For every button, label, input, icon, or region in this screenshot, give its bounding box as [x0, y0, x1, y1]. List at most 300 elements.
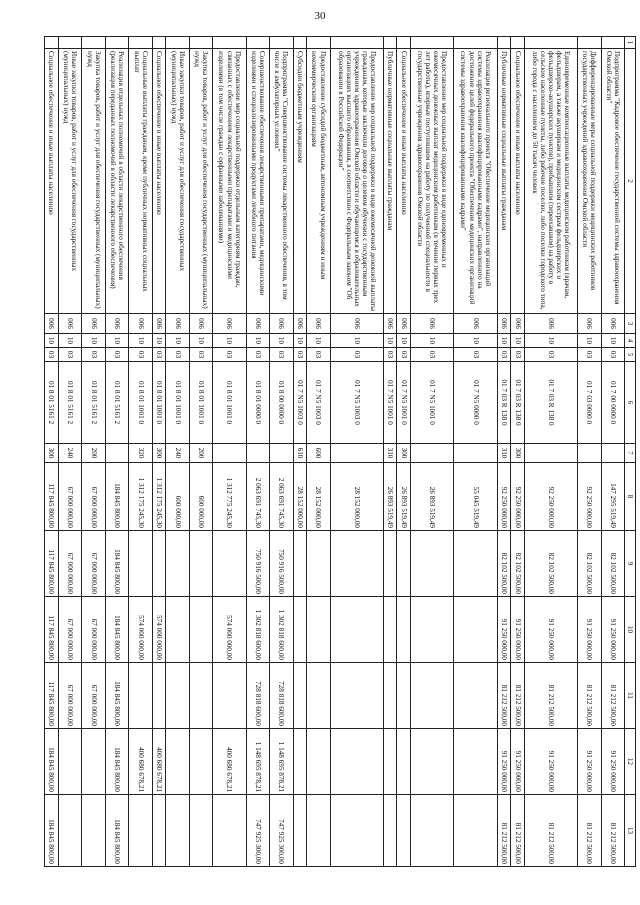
row-value-12	[58, 729, 81, 795]
table-row	[213, 37, 246, 867]
row-code-5: 03	[397, 348, 411, 362]
row-value-11	[166, 663, 189, 729]
row-value-10: 574 000 000,00	[152, 597, 166, 663]
row-value-11	[189, 663, 212, 729]
row-value-10: 91 250 000,00	[497, 597, 511, 663]
row-value-9	[411, 531, 454, 597]
row-code-7: 300	[45, 444, 59, 463]
row-value-10: 184 845 800,00	[105, 597, 128, 663]
row-value-12	[330, 729, 383, 795]
row-value-9: 82 102 500,00	[524, 531, 577, 597]
row-value-10	[293, 597, 307, 663]
row-value-10: 91 250 000,00	[601, 597, 624, 663]
row-description: Социальное обеспечение и иные выплаты населению	[511, 49, 525, 314]
row-value-13	[293, 795, 307, 867]
row-value-8: 92 250 000,00	[511, 463, 525, 531]
column-header: 3	[625, 314, 636, 334]
row-code-3: 006	[411, 314, 454, 334]
row-code-4: 10	[270, 334, 293, 348]
row-marker	[58, 37, 81, 49]
row-code-4: 10	[397, 334, 411, 348]
row-description: Реализация отдельных полномочий в области лекарственного обеспечения (реализация переданных полномочий в области лекарственного обеспечения)	[105, 49, 128, 314]
row-code-6: 01 8 01 1001 0	[213, 362, 246, 444]
row-value-13	[152, 795, 166, 867]
row-code-3: 006	[82, 314, 105, 334]
row-code-3: 006	[524, 314, 577, 334]
row-value-13: 81 212 500,00	[511, 795, 525, 867]
row-code-3: 006	[383, 314, 397, 334]
row-value-13: 81 212 500,00	[578, 795, 601, 867]
row-value-10	[189, 597, 212, 663]
row-code-3: 006	[213, 314, 246, 334]
row-code-6: 01 7 00 0000 0	[601, 362, 624, 444]
column-header: 12	[625, 729, 636, 795]
row-code-7	[246, 444, 269, 463]
row-code-6: 01 7 N5 0000 0	[454, 362, 497, 444]
row-value-11	[129, 663, 152, 729]
row-value-11	[397, 663, 411, 729]
row-code-4: 10	[293, 334, 307, 348]
row-value-10: 91 250 000,00	[524, 597, 577, 663]
row-value-11: 81 212 500,00	[601, 663, 624, 729]
row-description: Социальное обеспечение и иные выплаты населению	[152, 49, 166, 314]
row-code-6: 01 8 01 0000 0	[246, 362, 269, 444]
row-code-3: 006	[129, 314, 152, 334]
row-value-12: 400 680 678,21	[129, 729, 152, 795]
row-code-4: 10	[166, 334, 189, 348]
row-value-10: 67 000 000,00	[82, 597, 105, 663]
row-value-11	[213, 663, 246, 729]
row-value-13	[166, 795, 189, 867]
column-header: 5	[625, 348, 636, 362]
row-value-10: 574 000 000,00	[129, 597, 152, 663]
row-code-4: 10	[189, 334, 212, 348]
row-code-3: 006	[307, 314, 330, 334]
table-row	[411, 37, 454, 867]
row-value-12: 91 250 000,00	[578, 729, 601, 795]
row-code-6: 01 7 03 R 138 0	[497, 362, 511, 444]
row-value-12: 400 680 678,21	[213, 729, 246, 795]
row-value-13	[330, 795, 383, 867]
row-code-6: 01 7 N5 1003 0	[293, 362, 307, 444]
column-header: 10	[625, 597, 636, 663]
row-code-6: 01 7 N5 1003 0	[307, 362, 330, 444]
row-code-7	[213, 444, 246, 463]
row-marker	[454, 37, 497, 49]
row-marker	[105, 37, 128, 49]
row-value-13	[307, 795, 330, 867]
row-code-6: 01 8 01 1001 0	[129, 362, 152, 444]
row-value-9: 82 102 500,00	[601, 531, 624, 597]
row-value-12: 184 845 800,00	[105, 729, 128, 795]
row-description: Реализация регионального проекта "Обеспечение медицинских организаций системы здравоохранения квалифицированными кадрами", направленного на достижение целей федерального проекта "Обеспечение медицинских организаций системы здравоохранения квалифицированными кадрами"	[454, 49, 497, 314]
row-marker	[246, 37, 269, 49]
row-value-9	[307, 531, 330, 597]
row-code-7	[578, 444, 601, 463]
row-code-5: 03	[189, 348, 212, 362]
row-marker	[524, 37, 577, 49]
table-row	[454, 37, 497, 867]
row-value-8: 147 295 519,49	[601, 463, 624, 531]
table-row	[166, 37, 189, 867]
row-value-13: 81 212 500,00	[497, 795, 511, 867]
row-code-3: 006	[105, 314, 128, 334]
table-row	[152, 37, 166, 867]
table-body	[45, 37, 625, 867]
column-header: 1	[625, 37, 636, 49]
row-description: Подпрограмма "Совершенствование системы лекарственного обеспечения, в том числе в амбулаторных условиях"	[270, 49, 293, 314]
row-marker	[293, 37, 307, 49]
row-code-3: 006	[293, 314, 307, 334]
table-row	[497, 37, 511, 867]
row-value-9	[152, 531, 166, 597]
row-value-8: 2 063 691 745,30	[270, 463, 293, 531]
row-value-13	[397, 795, 411, 867]
row-value-8: 26 893 519,49	[397, 463, 411, 531]
row-value-9: 67 000 000,00	[82, 531, 105, 597]
row-value-10	[383, 597, 397, 663]
row-description: Иные закупки товаров, работ и услуг для обеспечения государственных (муниципальных) нужд	[166, 49, 189, 314]
row-description: Подпрограмма "Кадровое обеспечение государственной системы здравоохранения Омской области"	[601, 49, 624, 314]
row-value-12	[293, 729, 307, 795]
row-value-13	[454, 795, 497, 867]
row-value-12: 91 250 000,00	[511, 729, 525, 795]
row-code-5: 03	[105, 348, 128, 362]
row-value-8: 26 893 519,49	[411, 463, 454, 531]
row-code-6: 01 8 01 1001 0	[189, 362, 212, 444]
row-value-12	[411, 729, 454, 795]
row-description: Социальное обеспечение и иные выплаты населению	[397, 49, 411, 314]
row-code-4: 10	[45, 334, 59, 348]
row-code-3: 006	[497, 314, 511, 334]
row-code-7: 240	[58, 444, 81, 463]
table-row	[330, 37, 383, 867]
row-value-8: 55 045 519,49	[454, 463, 497, 531]
row-value-13	[383, 795, 397, 867]
row-value-9	[293, 531, 307, 597]
row-value-12: 400 680 678,21	[152, 729, 166, 795]
table-row	[129, 37, 152, 867]
row-value-12: 91 250 000,00	[497, 729, 511, 795]
row-code-3: 006	[330, 314, 383, 334]
row-code-6: 01 7 03 0000 0	[578, 362, 601, 444]
table-row	[578, 37, 601, 867]
rotated-page	[44, 36, 636, 866]
row-value-12	[454, 729, 497, 795]
row-code-5: 03	[246, 348, 269, 362]
row-code-6: 01 8 01 5161 2	[82, 362, 105, 444]
row-value-10	[166, 597, 189, 663]
row-code-5: 03	[213, 348, 246, 362]
row-value-12	[189, 729, 212, 795]
row-marker	[82, 37, 105, 49]
row-description: Предоставление мер социальной поддержки в виде единовременных и ежемесячных денежных выплат медицинским работникам (в течение первых трех лет работы), впервые поступившим на работу по полученной специальности в государственные учреждения здравоохранения Омской области	[411, 49, 454, 314]
row-code-6: 01 7 N5 1001 0	[397, 362, 411, 444]
row-code-5: 03	[129, 348, 152, 362]
row-value-12: 184 845 800,00	[45, 729, 59, 795]
row-code-3: 006	[58, 314, 81, 334]
row-value-12: 91 250 000,00	[601, 729, 624, 795]
row-code-5: 03	[58, 348, 81, 362]
row-code-4: 10	[82, 334, 105, 348]
row-code-7	[411, 444, 454, 463]
budget-table	[44, 36, 636, 867]
row-value-8: 117 845 800,00	[45, 463, 59, 531]
row-description: Единовременные компенсационные выплаты медицинским работникам (врачам, фельдшерам, а также акушеркам и медицинским сестрам фельдшерских и фельдшерско-акушерских пунктов), прибывшим (переехавшим) на работу в сельские населенные пункты, либо рабочие поселки, либо поселки городского типа, либо города с населением до 50 тысяч человек	[524, 49, 577, 314]
row-marker	[511, 37, 525, 49]
row-code-7: 300	[397, 444, 411, 463]
table-row	[82, 37, 105, 867]
row-value-9: 184 845 800,00	[105, 531, 128, 597]
row-marker	[411, 37, 454, 49]
row-marker	[578, 37, 601, 49]
row-code-4: 10	[578, 334, 601, 348]
row-description: Субсидии бюджетным учреждениям	[293, 49, 307, 314]
row-value-8: 28 152 000,00	[293, 463, 307, 531]
page-number: 30	[314, 10, 326, 22]
row-code-7: 310	[383, 444, 397, 463]
row-value-13: 747 925 300,00	[246, 795, 269, 867]
row-value-8: 92 250 000,00	[524, 463, 577, 531]
column-header: 6	[625, 362, 636, 444]
row-code-4: 10	[497, 334, 511, 348]
row-code-5: 03	[270, 348, 293, 362]
row-code-7: 200	[82, 444, 105, 463]
row-code-6: 01 7 N5 1001 0	[383, 362, 397, 444]
row-code-5: 03	[383, 348, 397, 362]
row-value-11	[454, 663, 497, 729]
row-value-9	[383, 531, 397, 597]
row-code-7: 200	[189, 444, 212, 463]
row-code-4: 10	[601, 334, 624, 348]
table-row	[524, 37, 577, 867]
row-value-13	[58, 795, 81, 867]
row-value-11: 81 212 500,00	[511, 663, 525, 729]
row-value-12	[397, 729, 411, 795]
row-description: Социальное обеспечение и иные выплаты населению	[45, 49, 59, 314]
column-header: 13	[625, 795, 636, 867]
row-marker	[497, 37, 511, 49]
row-value-8: 67 000 000,00	[82, 463, 105, 531]
row-code-6: 01 8 01 5161 2	[58, 362, 81, 444]
table-row	[383, 37, 397, 867]
row-marker	[383, 37, 397, 49]
row-code-5: 03	[152, 348, 166, 362]
table-row	[307, 37, 330, 867]
row-value-11	[152, 663, 166, 729]
row-code-7	[454, 444, 497, 463]
row-code-7	[524, 444, 577, 463]
row-value-8: 600 000,00	[189, 463, 212, 531]
header-row	[625, 37, 636, 867]
row-description: Предоставление мер социальной поддержки отдельным категориям граждан, связанных с обеспечением лекарственными препаратами и медицинскими изделиями (в том числе граждан с орфанными заболеваниями)	[213, 49, 246, 314]
row-code-7: 240	[166, 444, 189, 463]
row-value-8: 1 312 175 245,30	[152, 463, 166, 531]
row-value-10: 1 302 818 600,00	[270, 597, 293, 663]
row-code-5: 03	[293, 348, 307, 362]
row-code-4: 10	[454, 334, 497, 348]
table-row	[105, 37, 128, 867]
row-code-3: 006	[511, 314, 525, 334]
row-description: Закупка товаров, работ и услуг для обеспечения государственных (муниципальных) нужд	[82, 49, 105, 314]
row-code-5: 03	[166, 348, 189, 362]
row-value-11: 81 212 500,00	[524, 663, 577, 729]
row-code-4: 10	[129, 334, 152, 348]
row-value-10	[411, 597, 454, 663]
row-value-13: 747 925 300,00	[270, 795, 293, 867]
row-code-7	[330, 444, 383, 463]
row-value-8: 1 312 175 245,30	[129, 463, 152, 531]
table-row	[293, 37, 307, 867]
row-value-9	[129, 531, 152, 597]
table-row	[601, 37, 624, 867]
row-value-10: 117 845 800,00	[45, 597, 59, 663]
row-code-5: 03	[45, 348, 59, 362]
column-header: 9	[625, 531, 636, 597]
row-value-11: 184 845 800,00	[105, 663, 128, 729]
row-value-9: 82 102 500,00	[578, 531, 601, 597]
row-code-6: 01 7 N5 1003 0	[330, 362, 383, 444]
row-value-12	[383, 729, 397, 795]
row-value-11: 67 000 000,00	[58, 663, 81, 729]
row-value-13: 81 212 500,00	[601, 795, 624, 867]
row-description: Предоставление мер социальной поддержки в виде ежемесячной денежной выплаты гражданам, которые заключили договор о целевом обучении с государственным учреждением здравоохранения Омской области и обучающимся в образовательных организациях высшего образования, в соответствии с Федеральным законом "Об образовании в Российской Федерации"	[330, 49, 383, 314]
row-value-9	[454, 531, 497, 597]
row-value-9: 117 845 800,00	[45, 531, 59, 597]
row-value-10	[454, 597, 497, 663]
table-row	[246, 37, 269, 867]
row-code-7: 300	[152, 444, 166, 463]
row-marker	[213, 37, 246, 49]
row-code-5: 03	[511, 348, 525, 362]
row-marker	[166, 37, 189, 49]
row-code-3: 006	[397, 314, 411, 334]
row-value-13: 81 212 500,00	[524, 795, 577, 867]
column-header: 7	[625, 444, 636, 463]
row-marker	[330, 37, 383, 49]
row-description: Закупка товаров, работ и услуг для обеспечения государственных (муниципальных) нужд	[189, 49, 212, 314]
row-code-7: 600	[307, 444, 330, 463]
row-value-13	[189, 795, 212, 867]
row-code-5: 03	[497, 348, 511, 362]
row-code-5: 03	[601, 348, 624, 362]
row-marker	[601, 37, 624, 49]
row-value-9: 82 102 500,00	[511, 531, 525, 597]
row-marker	[189, 37, 212, 49]
row-description: Иные закупки товаров, работ и услуг для обеспечения государственных (муниципальных) нужд	[58, 49, 81, 314]
row-code-3: 006	[152, 314, 166, 334]
row-code-4: 10	[330, 334, 383, 348]
row-value-11	[383, 663, 397, 729]
row-value-9: 750 916 500,00	[270, 531, 293, 597]
row-code-7	[105, 444, 128, 463]
row-code-3: 006	[166, 314, 189, 334]
row-code-3: 006	[270, 314, 293, 334]
row-value-10: 91 250 000,00	[511, 597, 525, 663]
row-code-6: 01 8 01 1001 0	[152, 362, 166, 444]
row-code-4: 10	[246, 334, 269, 348]
column-header: 2	[625, 49, 636, 314]
table-row	[58, 37, 81, 867]
row-value-11: 67 000 000,00	[82, 663, 105, 729]
table-row	[45, 37, 59, 867]
row-value-11	[411, 663, 454, 729]
row-code-7: 320	[129, 444, 152, 463]
row-value-9	[189, 531, 212, 597]
row-value-8: 184 845 800,00	[105, 463, 128, 531]
row-marker	[152, 37, 166, 49]
row-description: Социальные выплаты гражданам, кроме публичных нормативных социальных выплат	[129, 49, 152, 314]
row-code-4: 10	[213, 334, 246, 348]
row-marker	[397, 37, 411, 49]
row-code-7: 300	[511, 444, 525, 463]
row-value-11	[307, 663, 330, 729]
row-description: Публичные нормативные социальные выплаты гражданам	[383, 49, 397, 314]
row-code-4: 10	[105, 334, 128, 348]
row-value-13: 184 845 800,00	[45, 795, 59, 867]
row-value-8: 28 152 000,00	[330, 463, 383, 531]
row-code-4: 10	[524, 334, 577, 348]
row-value-9	[330, 531, 383, 597]
row-value-10: 574 000 000,00	[213, 597, 246, 663]
row-value-10	[307, 597, 330, 663]
row-code-5: 03	[330, 348, 383, 362]
row-description: Совершенствование обеспечения лекарственными препаратами, медицинскими изделиями и специализированными продуктами лечебного питания	[246, 49, 269, 314]
row-value-8: 28 152 000,00	[307, 463, 330, 531]
row-description: Дифференцированные меры социальной поддержки медицинских работников государственных учреждений здравоохранения Омской области	[578, 49, 601, 314]
row-value-9	[166, 531, 189, 597]
row-value-13	[213, 795, 246, 867]
row-code-4: 10	[411, 334, 454, 348]
row-value-11	[293, 663, 307, 729]
row-code-3: 006	[246, 314, 269, 334]
row-code-3: 006	[601, 314, 624, 334]
row-marker	[45, 37, 59, 49]
row-value-9: 67 000 000,00	[58, 531, 81, 597]
row-value-9: 82 102 500,00	[497, 531, 511, 597]
row-code-7: 310	[497, 444, 511, 463]
row-code-3: 006	[45, 314, 59, 334]
row-description: Публичные нормативные социальные выплаты гражданам	[497, 49, 511, 314]
row-value-11	[330, 663, 383, 729]
column-header: 4	[625, 334, 636, 348]
table-row	[270, 37, 293, 867]
column-header: 8	[625, 463, 636, 531]
row-value-8: 1 312 775 245,30	[213, 463, 246, 531]
row-code-7: 610	[293, 444, 307, 463]
table-row	[511, 37, 525, 867]
row-code-6: 01 7 N5 1001 0	[411, 362, 454, 444]
row-value-9	[397, 531, 411, 597]
row-description: Предоставление субсидий бюджетным, автономным учреждениям и иным некоммерческим организациям	[307, 49, 330, 314]
row-code-5: 03	[307, 348, 330, 362]
row-value-12: 1 148 695 878,21	[246, 729, 269, 795]
row-value-10: 91 250 000,00	[578, 597, 601, 663]
row-value-9	[213, 531, 246, 597]
row-code-3: 006	[578, 314, 601, 334]
row-code-5: 03	[411, 348, 454, 362]
row-code-6: 01 7 03 R 138 0	[524, 362, 577, 444]
row-code-4: 10	[383, 334, 397, 348]
row-code-6: 01 8 01 5161 2	[105, 362, 128, 444]
row-code-7	[270, 444, 293, 463]
row-value-11: 728 818 600,00	[246, 663, 269, 729]
row-value-8: 26 893 519,49	[383, 463, 397, 531]
row-code-4: 10	[511, 334, 525, 348]
row-code-4: 10	[58, 334, 81, 348]
row-value-9: 750 916 500,00	[246, 531, 269, 597]
row-code-6: 01 8 01 1001 0	[166, 362, 189, 444]
